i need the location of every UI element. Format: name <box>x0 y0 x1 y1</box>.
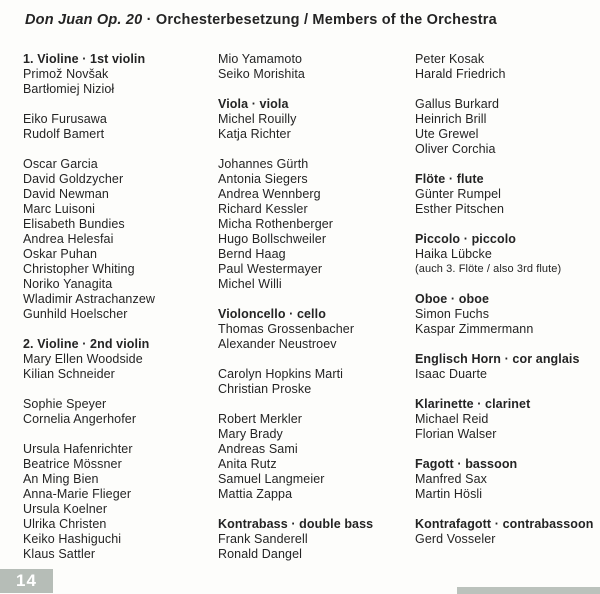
member-name: Frank Sanderell <box>218 532 308 546</box>
member-name: Kaspar Zimmermann <box>415 322 534 336</box>
member-name: Gunhild Hoelscher <box>23 307 128 321</box>
member-name: David Newman <box>23 187 109 201</box>
member-name: Andrea Wennberg <box>218 187 321 201</box>
section-heading: Englisch Horn · cor anglais <box>415 352 580 366</box>
title-separator: · <box>142 12 156 28</box>
member-name: Klaus Sattler <box>23 547 96 561</box>
member-name: Andrea Helesfai <box>23 232 114 246</box>
member-name: Richard Kessler <box>218 202 308 216</box>
member-name: Alexander Neustroev <box>218 337 337 351</box>
work-title: Don Juan Op. 20 <box>25 12 143 28</box>
section-heading: Fagott · bassoon <box>415 457 518 471</box>
member-name: Primož Novšak <box>23 67 109 81</box>
member-name: Peter Kosak <box>415 52 485 66</box>
member-name: Michel Willi <box>218 277 282 291</box>
blank-line <box>218 82 413 97</box>
member-name: Simon Fuchs <box>415 307 490 321</box>
title-subtitle: Orchesterbesetzung / Members of the Orchestra <box>155 12 497 28</box>
member-name: Cornelia Angerhofer <box>23 412 137 426</box>
section-heading: Violoncello · cello <box>218 307 326 321</box>
page-edge-strip <box>457 587 600 594</box>
member-name: Haika Lübcke <box>415 247 492 261</box>
member-name: Eiko Furusawa <box>23 112 107 126</box>
blank-line <box>415 157 597 172</box>
member-name: Noriko Yanagita <box>23 277 113 291</box>
blank-line <box>415 382 597 397</box>
member-name: An Ming Bien <box>23 472 99 486</box>
member-name: Esther Pitschen <box>415 202 505 216</box>
member-name: Gallus Burkard <box>415 97 500 111</box>
section-heading: Kontrafagott · contrabassoon <box>415 517 594 531</box>
blank-line <box>23 382 215 397</box>
blank-line <box>218 502 413 517</box>
member-name: Robert Merkler <box>218 412 303 426</box>
member-name: Mary Brady <box>218 427 283 441</box>
member-name: Mio Yamamoto <box>218 52 303 66</box>
member-name: Hugo Bollschweiler <box>218 232 327 246</box>
member-name: Kilian Schneider <box>23 367 115 381</box>
blank-line <box>415 277 597 292</box>
member-name: Carolyn Hopkins Marti <box>218 367 344 381</box>
member-name: Andreas Sami <box>218 442 298 456</box>
column-strings-middle <box>218 52 413 562</box>
blank-line <box>23 142 215 157</box>
section-heading: 1. Violine · 1st violin <box>23 52 146 66</box>
member-name: Christian Proske <box>218 382 312 396</box>
member-name: Paul Westermayer <box>218 262 323 276</box>
blank-line <box>415 442 597 457</box>
member-name: Anna-Marie Flieger <box>23 487 132 501</box>
member-note: (auch 3. Flöte / also 3rd flute) <box>415 263 562 275</box>
column-strings-left <box>23 52 215 562</box>
section-heading: Oboe · oboe <box>415 292 490 306</box>
section-heading: Viola · viola <box>218 97 289 111</box>
section-heading: 2. Violine · 2nd violin <box>23 337 150 351</box>
member-name: Elisabeth Bundies <box>23 217 125 231</box>
member-name: Christopher Whiting <box>23 262 135 276</box>
member-name: Mattia Zappa <box>218 487 293 501</box>
member-name: Sophie Speyer <box>23 397 107 411</box>
blank-line <box>218 142 413 157</box>
member-name: Seiko Morishita <box>218 67 305 81</box>
member-name: Bartłomiej Nizioł <box>23 82 115 96</box>
member-name: Wladimir Astrachanzew <box>23 292 156 306</box>
member-name: Ursula Hafenrichter <box>23 442 133 456</box>
blank-line <box>218 397 413 412</box>
blank-line <box>23 97 215 112</box>
member-name: Martin Hösli <box>415 487 483 501</box>
member-name: Bernd Haag <box>218 247 286 261</box>
member-name: Ursula Koelner <box>23 502 108 516</box>
member-name: Günter Rumpel <box>415 187 502 201</box>
member-name: Thomas Grossenbacher <box>218 322 355 336</box>
blank-line <box>23 322 215 337</box>
member-name: Michel Rouilly <box>218 112 297 126</box>
member-name: Keiko Hashiguchi <box>23 532 122 546</box>
member-name: Ute Grewel <box>415 127 479 141</box>
member-name: Oliver Corchia <box>415 142 496 156</box>
member-name: Johannes Gürth <box>218 157 309 171</box>
section-heading: Klarinette · clarinet <box>415 397 531 411</box>
member-name: Ronald Dangel <box>218 547 302 561</box>
page-title <box>25 12 497 28</box>
member-name: Anita Rutz <box>218 457 277 471</box>
member-name: Heinrich Brill <box>415 112 487 126</box>
blank-line <box>218 292 413 307</box>
member-name: Oscar Garcia <box>23 157 98 171</box>
member-name: Antonia Siegers <box>218 172 308 186</box>
member-name: Marc Luisoni <box>23 202 96 216</box>
blank-line <box>415 337 597 352</box>
page-number-badge: 14 <box>0 569 53 593</box>
blank-line <box>415 217 597 232</box>
member-name: David Goldzycher <box>23 172 124 186</box>
section-heading: Piccolo · piccolo <box>415 232 517 246</box>
member-name: Michael Reid <box>415 412 489 426</box>
member-name: Isaac Duarte <box>415 367 488 381</box>
member-name: Rudolf Bamert <box>23 127 105 141</box>
member-name: Micha Rothenberger <box>218 217 334 231</box>
column-winds-right <box>415 52 597 547</box>
member-name: Katja Richter <box>218 127 291 141</box>
member-name: Manfred Sax <box>415 472 487 486</box>
member-name: Mary Ellen Woodside <box>23 352 143 366</box>
member-name: Harald Friedrich <box>415 67 506 81</box>
section-heading: Kontrabass · double bass <box>218 517 374 531</box>
blank-line <box>415 502 597 517</box>
blank-line <box>23 427 215 442</box>
section-heading: Flöte · flute <box>415 172 484 186</box>
member-name: Beatrice Mössner <box>23 457 122 471</box>
member-name: Gerd Vosseler <box>415 532 496 546</box>
member-name: Oskar Puhan <box>23 247 98 261</box>
member-name: Florian Walser <box>415 427 497 441</box>
blank-line <box>218 352 413 367</box>
member-name: Ulrika Christen <box>23 517 107 531</box>
member-name: Samuel Langmeier <box>218 472 325 486</box>
blank-line <box>415 82 597 97</box>
